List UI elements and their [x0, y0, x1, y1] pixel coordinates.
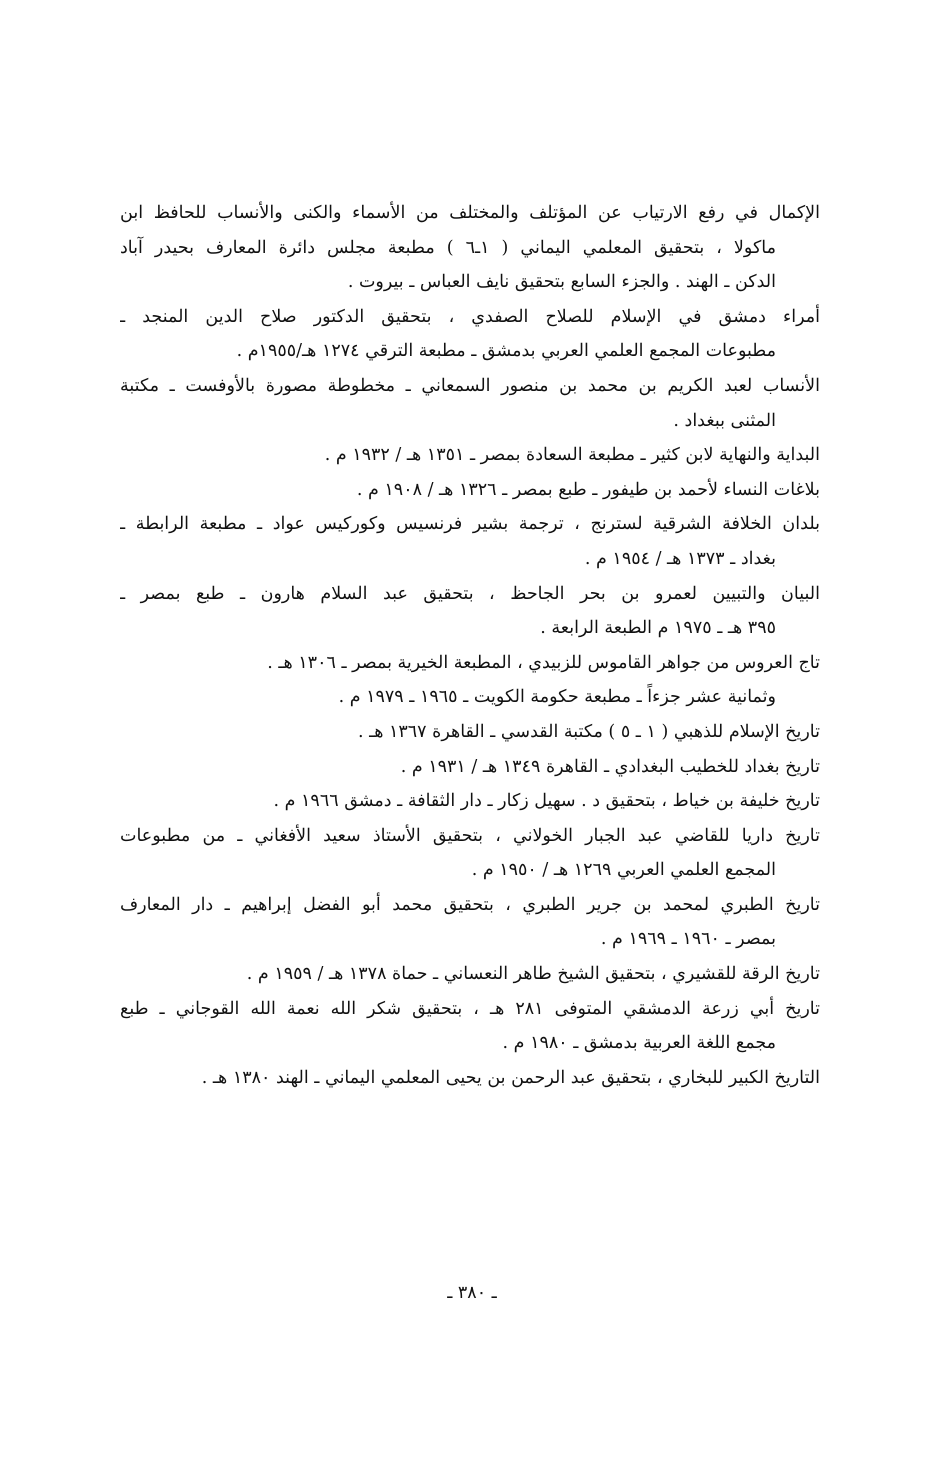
bibliography-entry [120, 888, 820, 957]
bibliography-entry [120, 646, 820, 715]
entry-first-line: أمراء دمشق في الإسلام للصلاح الصفدي ، بتحقيق الدكتور صلاح الدين المنجد ـ [120, 306, 820, 327]
entry-first-line: تاريخ الطبري لمحمد بن جرير الطبري ، بتحقيق محمد أبو الفضل إبراهيم ـ دار المعارف [120, 894, 820, 915]
entry-continuation-line: ٣٩٥ هـ ـ ١٩٧٥ م الطبعة الرابعة . [540, 618, 776, 639]
bibliography-entry [120, 750, 820, 785]
entry-first-line: بلاغات النساء لأحمد بن طيفور ـ طبع بمصر ـ ١٣٢٦ هـ / ١٩٠٨ م . [356, 479, 820, 500]
entry-continuation-line: الدكن ـ الهند . والجزء السابع بتحقيق نايف العباس ـ بيروت . [347, 272, 776, 293]
entry-continuation-line: المثنى ببغداد . [673, 410, 776, 431]
entry-first-line: تاريخ الرقة للقشيري ، بتحقيق الشيخ طاهر النعساني ـ حماة ١٣٧٨ هـ / ١٩٥٩ م . [246, 964, 820, 985]
entry-continuation-line: ماكولا ، بتحقيق المعلمي اليماني ( ١ـ٦ ) مطبعة مجلس دائرة المعارف بحيدر آباد [120, 237, 776, 258]
entry-first-line: التاريخ الكبير للبخاري ، بتحقيق عبد الرحمن بن يحيى المعلمي اليماني ـ الهند ١٣٨٠ هـ . [201, 1067, 820, 1088]
entry-first-line: تاريخ بغداد للخطيب البغدادي ـ القاهرة ١٣٤٩ هـ / ١٩٣١ م . [400, 756, 820, 777]
entry-continuation-line: المجمع العلمي العربي ١٢٦٩ هـ / ١٩٥٠ م . [471, 860, 776, 881]
bibliography-entry [120, 957, 820, 992]
entry-first-line: تاريخ داريا للقاضي عبد الجبار الخولاني ، بتحقيق الأستاذ سعيد الأفغاني ـ من مطبوعات [120, 825, 820, 846]
entry-first-line: البيان والتبيين لعمرو بن بحر الجاحظ ، بتحقيق عبد السلام هارون ـ طبع بمصر ـ [120, 583, 820, 604]
entry-first-line: الأنساب لعبد الكريم بن محمد بن منصور السمعاني ـ مخطوطة مصورة بالأوفست ـ مكتبة [120, 375, 820, 396]
bibliography-entry [120, 369, 820, 438]
bibliography-entry [120, 507, 820, 576]
entry-continuation-line: مجمع اللغة العربية بدمشق ـ ١٩٨٠ م . [502, 1033, 776, 1054]
entry-continuation-line: مطبوعات المجمع العلمي العربي بدمشق ـ مطبعة الترقي ١٢٧٤ هـ/١٩٥٥م . [236, 341, 776, 362]
entry-continuation-line: بغداد ـ ١٣٧٣ هـ / ١٩٥٤ م . [584, 548, 776, 569]
bibliography-entry [120, 819, 820, 888]
bibliography-entry [120, 715, 820, 750]
entry-first-line: تاج العروس من جواهر القاموس للزبيدي ، المطبعة الخيرية بمصر ـ ١٣٠٦ هـ . [267, 652, 820, 673]
entry-first-line: البداية والنهاية لابن كثير ـ مطبعة السعادة بمصر ـ ١٣٥١ هـ / ١٩٣٢ م . [324, 445, 820, 466]
bibliography-entry [120, 438, 820, 473]
bibliography-entry [120, 196, 820, 300]
bibliography-entry [120, 300, 820, 369]
entry-continuation-line: وثمانية عشر جزءاً ـ مطبعة حكومة الكويت ـ ١٩٦٥ ـ ١٩٧٩ م . [338, 687, 776, 708]
entry-first-line: تاريخ أبي زرعة الدمشقي المتوفى ٢٨١ هـ ، بتحقيق شكر الله نعمة الله القوجاني ـ طبع [120, 998, 820, 1019]
bibliography-entry [120, 473, 820, 508]
entry-first-line: بلدان الخلافة الشرقية لسترنج ، ترجمة بشير فرنسيس وكوركيس عواد ـ مطبعة الرابطة ـ [120, 514, 820, 535]
entry-first-line: تاريخ الإسلام للذهبي ( ١ ـ ٥ ) مكتبة القدسي ـ القاهرة ١٣٦٧ هـ . [357, 721, 820, 742]
bibliography-entry [120, 992, 820, 1061]
page-number: ـ ٣٨٠ ـ [447, 1283, 497, 1303]
bibliography-list [120, 196, 820, 1095]
bibliography-entry [120, 784, 820, 819]
entry-first-line: الإكمال في رفع الارتياب عن المؤتلف والمختلف من الأسماء والكنى والأنساب للحافظ ابن [120, 203, 820, 223]
bibliography-entry [120, 1061, 820, 1096]
entry-continuation-line: بمصر ـ ١٩٦٠ ـ ١٩٦٩ م . [600, 929, 776, 950]
entry-first-line: تاريخ خليفة بن خياط ، بتحقيق د . سهيل زكار ـ دار الثقافة ـ دمشق ١٩٦٦ م . [273, 791, 820, 812]
bibliography-entry [120, 577, 820, 646]
